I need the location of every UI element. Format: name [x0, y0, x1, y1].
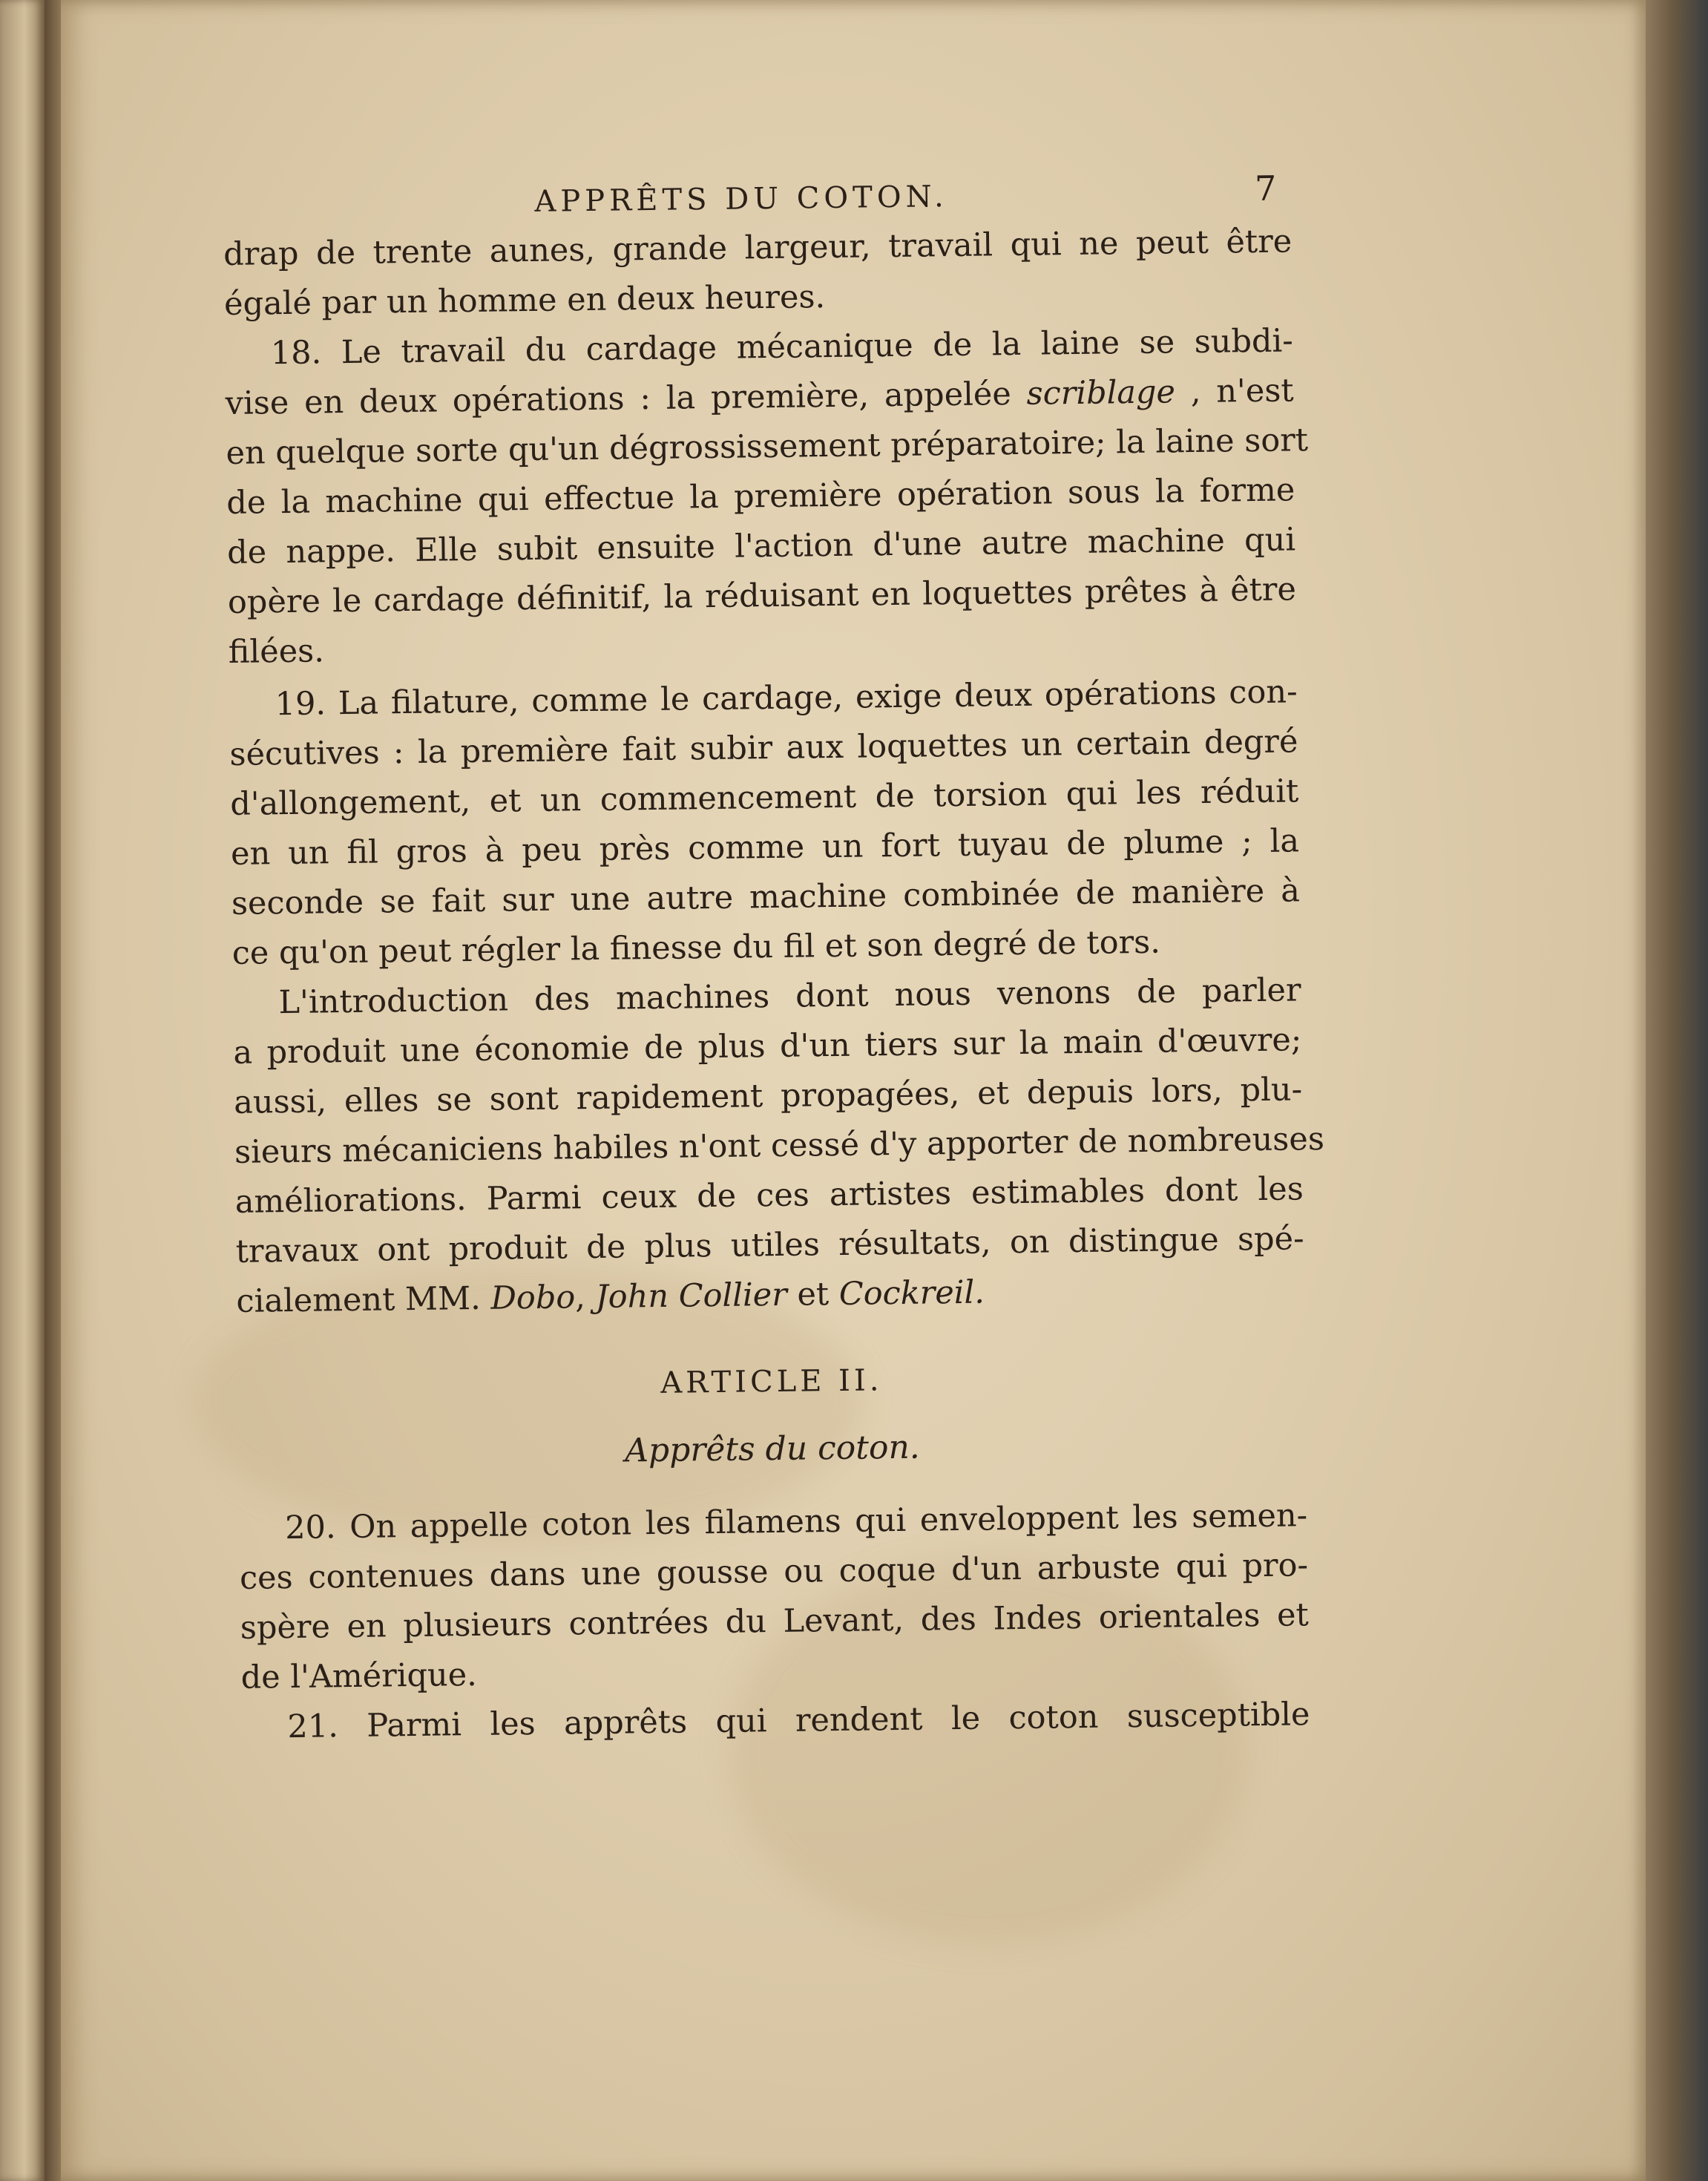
text-line: en quelque sorte qu'un dégrossissement préparatoire; la laine sort	[226, 422, 1309, 472]
text-line: travaux ont produit de plus utiles résultats, on distingue spé-	[235, 1220, 1304, 1270]
text-line: sieurs mécaniciens habiles n'ont cessé d'y apporter de nombreuses	[234, 1120, 1325, 1171]
paragraph-19	[229, 667, 1301, 979]
article-subheading: Apprêts du coton.	[624, 1428, 921, 1470]
text-line: de nappe. Elle subit ensuite l'action d'une autre machine qui	[226, 521, 1296, 571]
text-line: opère le cardage définitif, la réduisant en loquettes prêtes à être	[227, 571, 1297, 621]
page-text	[223, 165, 1325, 1752]
facing-page-edge	[0, 0, 45, 2181]
text-line: filées.	[228, 632, 325, 671]
running-title: APPRÊTS DU COTON.	[534, 180, 949, 219]
page-number: 7	[1254, 168, 1277, 209]
text-line: seconde se fait sur une autre machine combinée de manière à	[231, 872, 1301, 922]
text-line: en un fil gros à peu près comme un fort tuyau de plume ; la	[230, 822, 1300, 873]
text-line: 18. Le travail du cardage mécanique de la laine se subdi-	[270, 322, 1294, 373]
text-line: d'allongement, et un commencement de torsion qui les réduit	[230, 773, 1299, 823]
article-heading: ARTICLE II.	[660, 1363, 883, 1400]
paragraph-20	[239, 1491, 1310, 1703]
text-line: de l'Amérique.	[240, 1656, 478, 1696]
text-line: aussi, elles se sont rapidement propagées, et depuis lors, plu-	[233, 1071, 1303, 1121]
text-fragment: ,	[574, 1279, 586, 1316]
text-line: 20. On appelle coton les filamens qui enveloppent les semen-	[284, 1497, 1308, 1547]
text-fragment: cialement MM.	[236, 1279, 482, 1320]
text-fragment: et	[797, 1276, 830, 1313]
text-line: de la machine qui effectue la première opération sous la forme	[226, 471, 1295, 522]
text-line: a produit une économie de plus d'un tiers sur la main d'œuvre;	[233, 1021, 1302, 1072]
italic-term: scriblage	[1026, 373, 1176, 413]
text-line: sécutives : la première fait subir aux loquettes un certain degré	[229, 723, 1298, 773]
text-line: ce qu'on peut régler la finesse du fil et son degré de tors.	[231, 923, 1161, 972]
text-line: spère en plusieurs contrées du Levant, des Indes orientales et	[240, 1596, 1310, 1647]
paragraph-continuation	[223, 217, 1293, 329]
text-line: ces contenues dans une gousse ou coque d'un arbuste qui pro-	[239, 1547, 1309, 1597]
page-edge-right	[1646, 0, 1708, 2181]
book-gutter	[45, 0, 61, 2181]
text-line: améliorations. Parmi ceux de ces artistes estimables dont les	[234, 1170, 1304, 1221]
text-line: égalé par un homme en deux heures.	[223, 278, 826, 323]
paragraph-18	[224, 316, 1309, 678]
text-line: drap de trente aunes, grande largeur, travail qui ne peut être	[223, 223, 1293, 273]
name-dobo: Dobo	[490, 1279, 576, 1317]
text-line: L'introduction des machines dont nous venons de parler	[278, 971, 1301, 1022]
name-cockreil: Cockreil.	[838, 1273, 985, 1313]
text-line: 19. La filature, comme le cardage, exige deux opérations con-	[275, 673, 1298, 724]
text-fragment: vise en deux opérations : la première, appelée	[225, 375, 1012, 422]
paragraph-introduction	[232, 965, 1325, 1327]
text-fragment: , n'est	[1190, 372, 1294, 411]
name-john-collier: John Collier	[595, 1276, 788, 1316]
text-line: 21. Parmi les apprêts qui rendent le coton susceptible	[287, 1696, 1310, 1746]
